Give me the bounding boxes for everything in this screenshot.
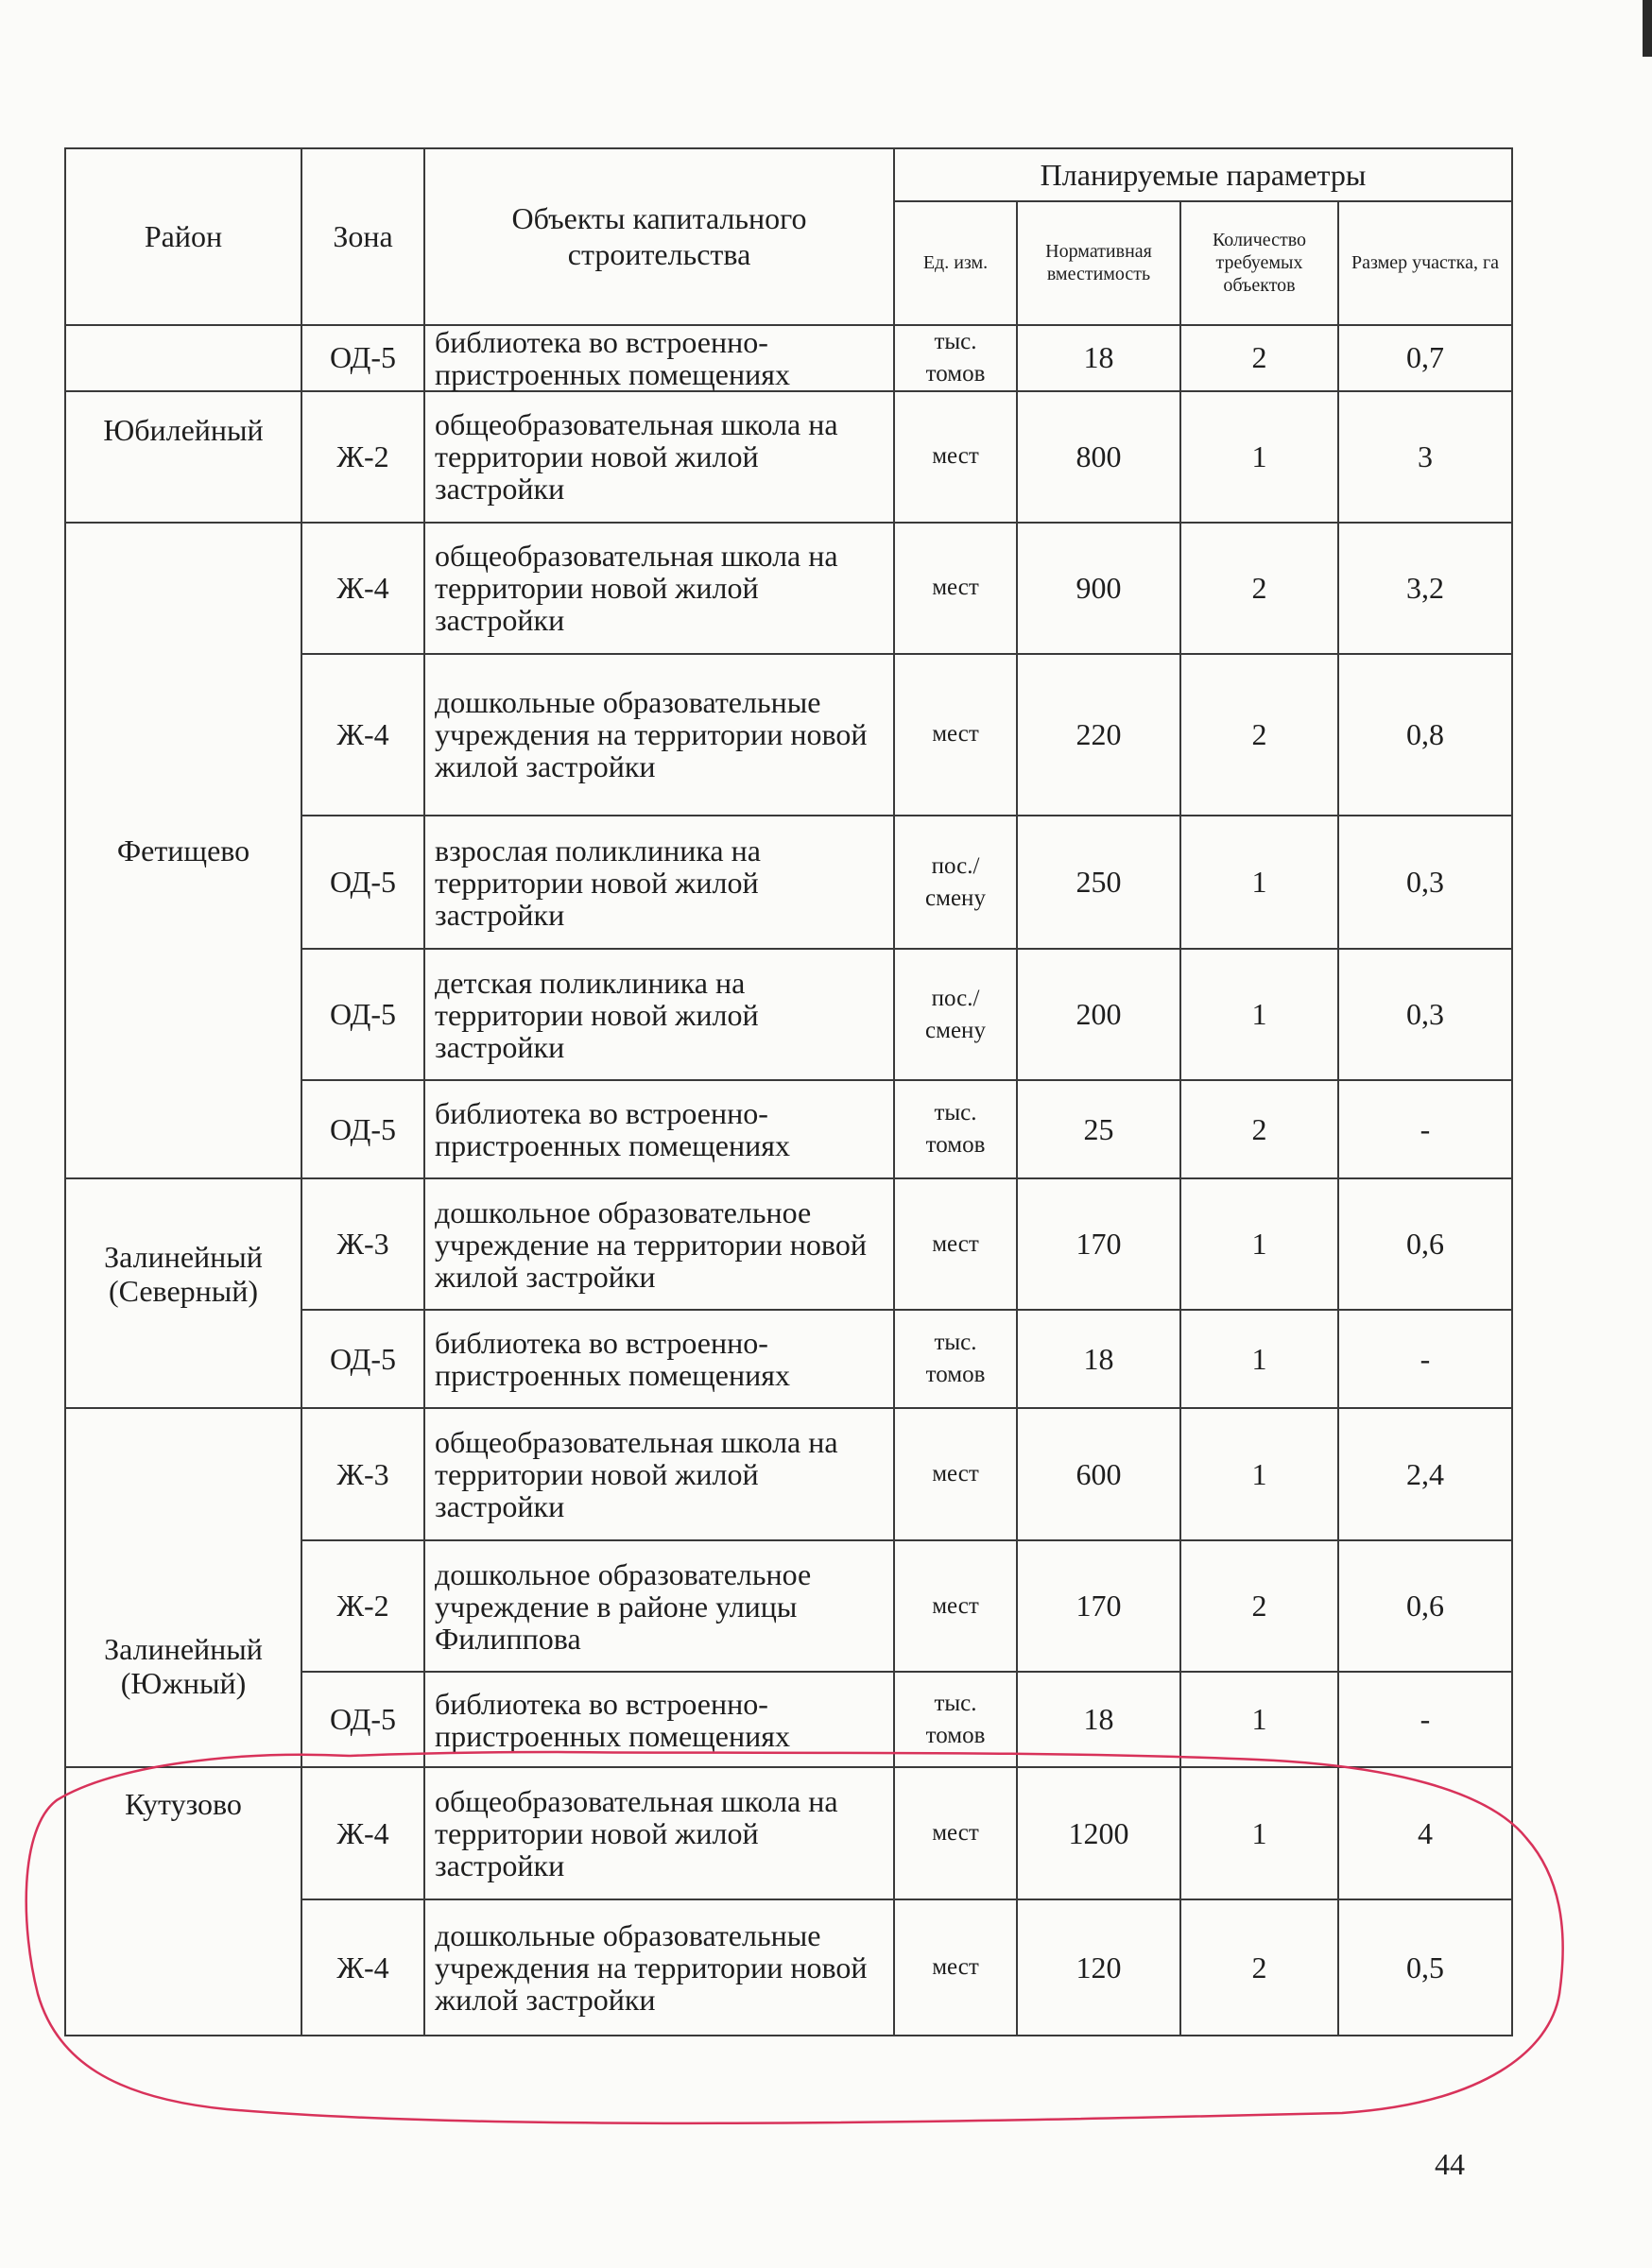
zone-cell: Ж-3 bbox=[301, 1408, 424, 1540]
unit-cell: мест bbox=[894, 654, 1017, 816]
header-area: Размер участка, га bbox=[1338, 201, 1512, 325]
count-cell: 1 bbox=[1180, 1178, 1338, 1310]
zone-cell: ОД-5 bbox=[301, 1310, 424, 1408]
area-cell: 0,3 bbox=[1338, 949, 1512, 1080]
zone-cell: Ж-2 bbox=[301, 1540, 424, 1673]
object-cell: дошкольное образовательное учреждение в районе улицы Филиппова bbox=[424, 1540, 894, 1673]
area-cell: 3 bbox=[1338, 391, 1512, 523]
unit-cell: мест bbox=[894, 1540, 1017, 1673]
object-cell: дошкольное образовательное учреждение на территории новой жилой застройки bbox=[424, 1178, 894, 1310]
district-cell-empty bbox=[65, 325, 301, 391]
zone-cell: Ж-4 bbox=[301, 523, 424, 655]
header-district: Район bbox=[65, 148, 301, 325]
object-cell: общеобразовательная школа на территории новой жилой застройки bbox=[424, 1767, 894, 1900]
table-row bbox=[65, 391, 1512, 523]
capacity-cell: 18 bbox=[1017, 1672, 1180, 1766]
unit-cell: пос./ смену bbox=[894, 949, 1017, 1080]
area-cell: 3,2 bbox=[1338, 523, 1512, 655]
capacity-cell: 1200 bbox=[1017, 1767, 1180, 1900]
capacity-cell: 800 bbox=[1017, 391, 1180, 523]
area-cell: - bbox=[1338, 1310, 1512, 1408]
district-cell: Залинейный (Северный) bbox=[65, 1178, 301, 1408]
object-cell: общеобразовательная школа на территории новой жилой застройки bbox=[424, 1408, 894, 1540]
count-cell: 2 bbox=[1180, 325, 1338, 391]
area-cell: 0,3 bbox=[1338, 816, 1512, 950]
object-cell: библиотека во встроенно-пристроенных помещениях bbox=[424, 1310, 894, 1408]
unit-cell: тыс. томов bbox=[894, 1672, 1017, 1766]
table-row bbox=[65, 325, 1512, 391]
count-cell: 2 bbox=[1180, 654, 1338, 816]
unit-cell: пос./ смену bbox=[894, 816, 1017, 950]
area-cell: - bbox=[1338, 1080, 1512, 1178]
count-cell: 1 bbox=[1180, 391, 1338, 523]
zone-cell: Ж-3 bbox=[301, 1178, 424, 1310]
zone-cell: ОД-5 bbox=[301, 1672, 424, 1766]
count-cell: 1 bbox=[1180, 1767, 1338, 1900]
unit-cell: тыс. томов bbox=[894, 1080, 1017, 1178]
area-cell: 0,7 bbox=[1338, 325, 1512, 391]
capacity-cell: 170 bbox=[1017, 1178, 1180, 1310]
table-row bbox=[65, 1178, 1512, 1310]
table-row bbox=[65, 1767, 1512, 1900]
count-cell: 1 bbox=[1180, 1672, 1338, 1766]
zone-cell: ОД-5 bbox=[301, 949, 424, 1080]
zone-cell: ОД-5 bbox=[301, 816, 424, 950]
object-cell: детская поликлиника на территории новой жилой застройки bbox=[424, 949, 894, 1080]
unit-cell: мест bbox=[894, 1899, 1017, 2036]
table-row bbox=[65, 1408, 1512, 1540]
zone-cell: Ж-4 bbox=[301, 654, 424, 816]
area-cell: 0,6 bbox=[1338, 1540, 1512, 1673]
zone-cell: Ж-2 bbox=[301, 391, 424, 523]
area-cell: 0,8 bbox=[1338, 654, 1512, 816]
object-cell: библиотека во встроенно-пристроенных помещениях bbox=[424, 1080, 894, 1178]
count-cell: 1 bbox=[1180, 1310, 1338, 1408]
capacity-cell: 600 bbox=[1017, 1408, 1180, 1540]
zone-cell: ОД-5 bbox=[301, 325, 424, 391]
object-cell: общеобразовательная школа на территории новой жилой застройки bbox=[424, 391, 894, 523]
count-cell: 1 bbox=[1180, 949, 1338, 1080]
capacity-cell: 18 bbox=[1017, 325, 1180, 391]
header-row-1 bbox=[65, 148, 1512, 201]
unit-cell: мест bbox=[894, 1408, 1017, 1540]
count-cell: 2 bbox=[1180, 1080, 1338, 1178]
zone-cell: ОД-5 bbox=[301, 1080, 424, 1178]
zone-cell: Ж-4 bbox=[301, 1899, 424, 2036]
planned-parameters-table bbox=[64, 147, 1513, 2036]
unit-cell: мест bbox=[894, 523, 1017, 655]
table-row bbox=[65, 523, 1512, 655]
district-cell: Залинейный (Южный) bbox=[65, 1408, 301, 1766]
page-number: 44 bbox=[1435, 2147, 1465, 2181]
object-cell: библиотека во встроенно-пристроенных помещениях bbox=[424, 325, 894, 391]
count-cell: 2 bbox=[1180, 1899, 1338, 2036]
unit-cell: тыс. томов bbox=[894, 1310, 1017, 1408]
capacity-cell: 25 bbox=[1017, 1080, 1180, 1178]
area-cell: 2,4 bbox=[1338, 1408, 1512, 1540]
capacity-cell: 220 bbox=[1017, 654, 1180, 816]
district-cell: Кутузово bbox=[65, 1767, 301, 2036]
count-cell: 1 bbox=[1180, 816, 1338, 950]
header-unit: Ед. изм. bbox=[894, 201, 1017, 325]
capacity-cell: 200 bbox=[1017, 949, 1180, 1080]
header-zone: Зона bbox=[301, 148, 424, 325]
area-cell: 0,6 bbox=[1338, 1178, 1512, 1310]
capacity-cell: 900 bbox=[1017, 523, 1180, 655]
area-cell: 0,5 bbox=[1338, 1899, 1512, 2036]
count-cell: 1 bbox=[1180, 1408, 1338, 1540]
unit-cell: мест bbox=[894, 1178, 1017, 1310]
unit-cell: тыс. томов bbox=[894, 325, 1017, 391]
zone-cell: Ж-4 bbox=[301, 1767, 424, 1900]
district-cell: Фетищево bbox=[65, 523, 301, 1179]
unit-cell: мест bbox=[894, 391, 1017, 523]
object-cell: библиотека во встроенно-пристроенных помещениях bbox=[424, 1672, 894, 1766]
capacity-cell: 120 bbox=[1017, 1899, 1180, 2036]
capacity-cell: 18 bbox=[1017, 1310, 1180, 1408]
object-cell: дошкольные образовательные учреждения на территории новой жилой застройки bbox=[424, 1899, 894, 2036]
header-capacity: Нормативная вместимость bbox=[1017, 201, 1180, 325]
object-cell: взрослая поликлиника на территории новой жилой застройки bbox=[424, 816, 894, 950]
count-cell: 2 bbox=[1180, 523, 1338, 655]
area-cell: 4 bbox=[1338, 1767, 1512, 1900]
count-cell: 2 bbox=[1180, 1540, 1338, 1673]
unit-cell: мест bbox=[894, 1767, 1017, 1900]
header-count: Количество требуемых объектов bbox=[1180, 201, 1338, 325]
capacity-cell: 250 bbox=[1017, 816, 1180, 950]
scan-edge-shadow bbox=[1643, 0, 1652, 57]
header-planned-parameters: Планируемые параметры bbox=[894, 148, 1512, 201]
object-cell: общеобразовательная школа на территории новой жилой застройки bbox=[424, 523, 894, 655]
district-cell: Юбилейный bbox=[65, 391, 301, 523]
capacity-cell: 170 bbox=[1017, 1540, 1180, 1673]
header-objects: Объекты капитального строительства bbox=[424, 148, 894, 325]
object-cell: дошкольные образовательные учреждения на территории новой жилой застройки bbox=[424, 654, 894, 816]
area-cell: - bbox=[1338, 1672, 1512, 1766]
